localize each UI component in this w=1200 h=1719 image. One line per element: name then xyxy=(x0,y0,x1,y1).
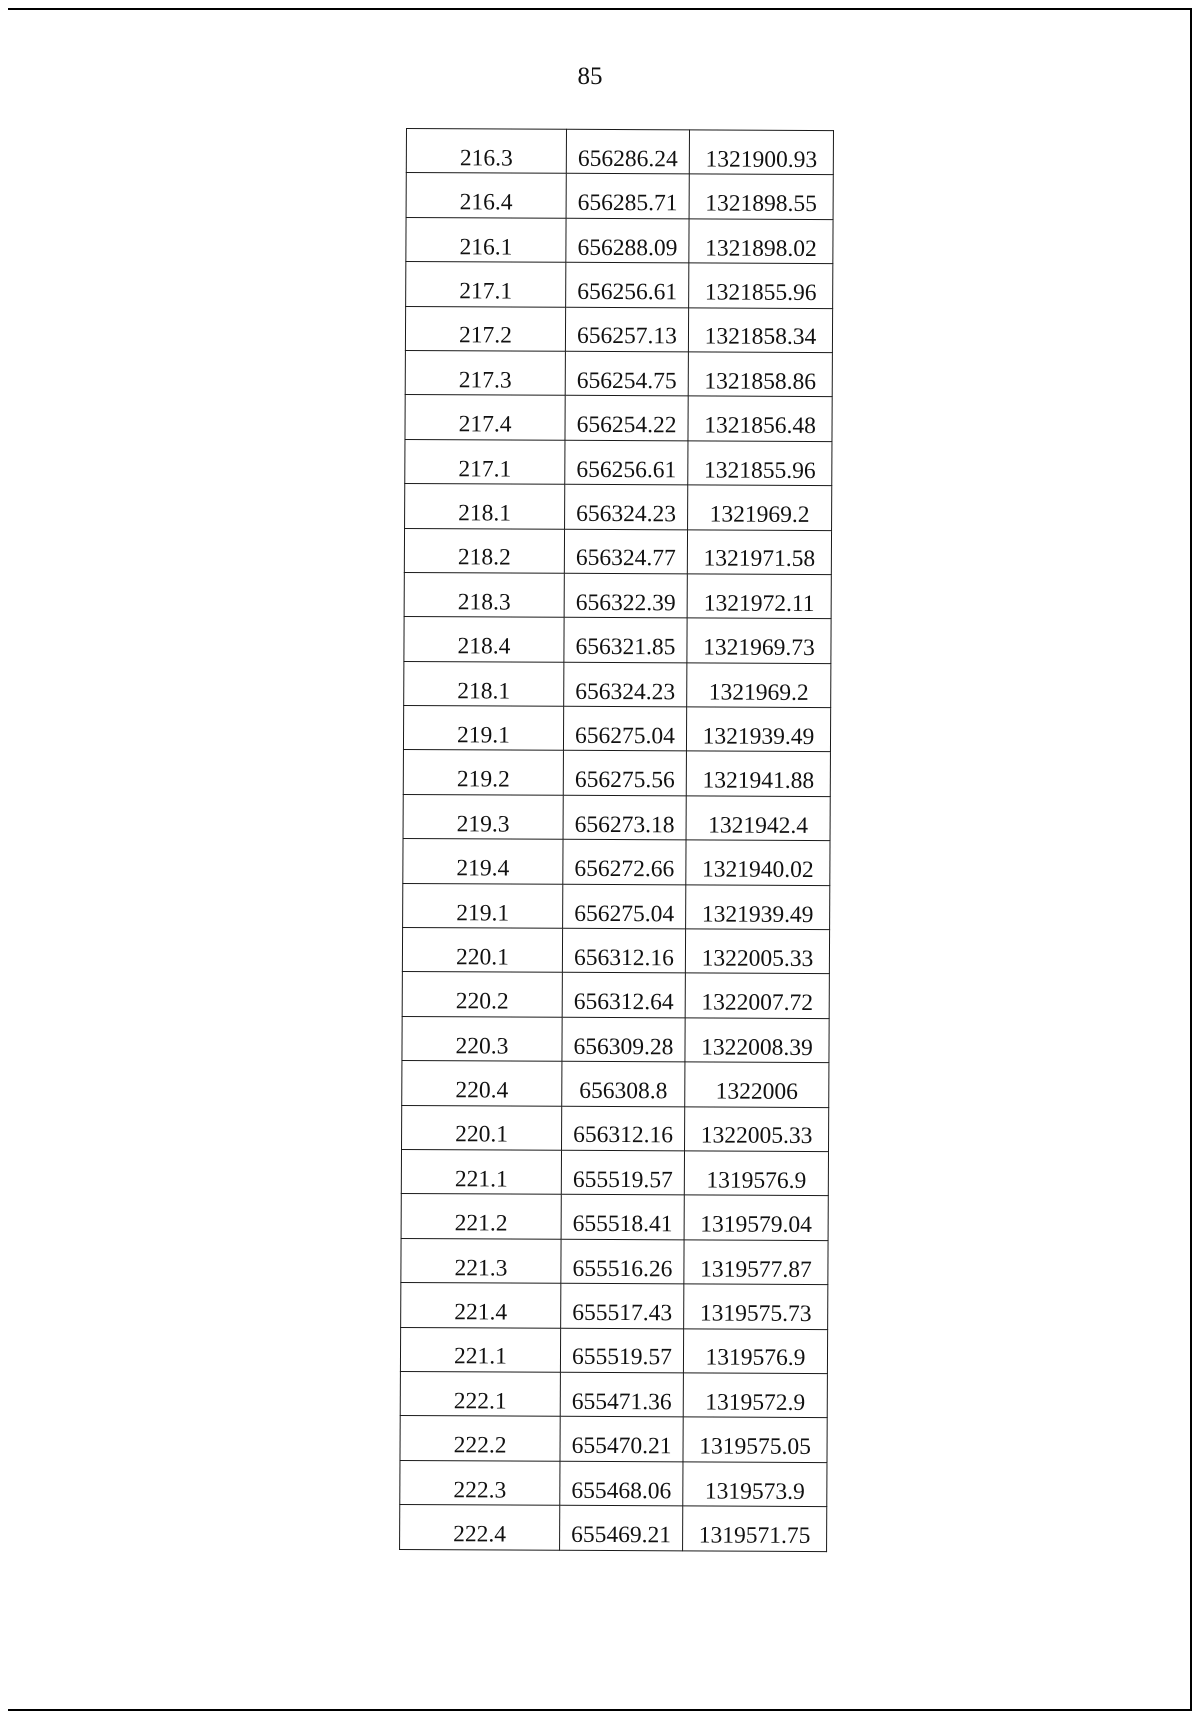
point-id-cell: 221.3 xyxy=(401,1238,561,1283)
x-coordinate-cell: 656312.16 xyxy=(562,928,685,973)
x-coordinate-cell: 656324.23 xyxy=(564,662,687,707)
x-coordinate-cell: 656257.13 xyxy=(565,307,688,352)
table-row xyxy=(401,1283,828,1329)
y-coordinate-cell: 1321856.48 xyxy=(688,396,832,441)
y-coordinate-cell: 1319575.05 xyxy=(683,1417,827,1462)
table-row xyxy=(404,661,831,707)
x-coordinate-cell: 655471.36 xyxy=(560,1372,683,1417)
y-coordinate-cell: 1321900.93 xyxy=(689,130,833,175)
point-id-cell: 217.2 xyxy=(405,306,565,351)
y-coordinate-cell: 1319576.9 xyxy=(683,1328,827,1373)
x-coordinate-cell: 655516.26 xyxy=(561,1239,684,1284)
table-row xyxy=(400,1505,827,1551)
point-id-cell: 222.4 xyxy=(400,1505,560,1550)
x-coordinate-cell: 655517.43 xyxy=(561,1283,684,1328)
y-coordinate-cell: 1319577.87 xyxy=(684,1240,828,1285)
y-coordinate-cell: 1321855.96 xyxy=(688,441,832,486)
x-coordinate-cell: 656312.64 xyxy=(562,973,685,1018)
table-row xyxy=(405,306,832,352)
table-row xyxy=(400,1416,827,1462)
table-row xyxy=(402,972,829,1018)
table-row xyxy=(403,839,830,885)
x-coordinate-cell: 656288.09 xyxy=(566,218,689,263)
x-coordinate-cell: 655519.57 xyxy=(561,1150,684,1195)
x-coordinate-cell: 656324.77 xyxy=(564,529,687,574)
x-coordinate-cell: 655519.57 xyxy=(560,1328,683,1373)
y-coordinate-cell: 1321940.02 xyxy=(686,840,830,885)
point-id-cell: 219.2 xyxy=(403,750,563,795)
table-row xyxy=(404,528,831,574)
x-coordinate-cell: 655469.21 xyxy=(560,1505,683,1550)
y-coordinate-cell: 1322008.39 xyxy=(685,1018,829,1063)
y-coordinate-cell: 1322005.33 xyxy=(685,1106,829,1151)
table-row xyxy=(404,617,831,663)
y-coordinate-cell: 1319573.9 xyxy=(683,1462,827,1507)
table-row xyxy=(406,217,833,263)
x-coordinate-cell: 656273.18 xyxy=(563,795,686,840)
x-coordinate-cell: 656309.28 xyxy=(562,1017,685,1062)
x-coordinate-cell: 655518.41 xyxy=(561,1195,684,1240)
point-id-cell: 221.2 xyxy=(401,1194,561,1239)
x-coordinate-cell: 656254.22 xyxy=(565,396,688,441)
table-row xyxy=(403,794,830,840)
y-coordinate-cell: 1321898.02 xyxy=(689,219,833,264)
y-coordinate-cell: 1321969.2 xyxy=(687,663,831,708)
x-coordinate-cell: 656256.61 xyxy=(565,440,688,485)
point-id-cell: 217.1 xyxy=(406,262,566,307)
table-row xyxy=(405,484,832,530)
point-id-cell: 218.1 xyxy=(404,661,564,706)
x-coordinate-cell: 656275.04 xyxy=(563,706,686,751)
y-coordinate-cell: 1322007.72 xyxy=(685,973,829,1018)
table-row xyxy=(401,1149,828,1195)
point-id-cell: 219.3 xyxy=(403,794,563,839)
y-coordinate-cell: 1321969.73 xyxy=(687,618,831,663)
y-coordinate-cell: 1319579.04 xyxy=(684,1195,828,1240)
y-coordinate-cell: 1321898.55 xyxy=(689,174,833,219)
x-coordinate-cell: 656256.61 xyxy=(566,262,689,307)
point-id-cell: 217.1 xyxy=(405,439,565,484)
point-id-cell: 221.1 xyxy=(401,1149,561,1194)
point-id-cell: 222.2 xyxy=(400,1416,560,1461)
table-row xyxy=(405,439,832,485)
table-row xyxy=(400,1327,827,1373)
point-id-cell: 220.4 xyxy=(402,1061,562,1106)
y-coordinate-cell: 1319571.75 xyxy=(683,1506,827,1551)
point-id-cell: 220.1 xyxy=(402,928,562,973)
y-coordinate-cell: 1319572.9 xyxy=(683,1373,827,1418)
point-id-cell: 219.4 xyxy=(403,839,563,884)
table-row xyxy=(406,173,833,219)
y-coordinate-cell: 1321942.4 xyxy=(686,796,830,841)
y-coordinate-cell: 1322005.33 xyxy=(685,929,829,974)
y-coordinate-cell: 1319575.73 xyxy=(684,1284,828,1329)
coordinates-table-body xyxy=(400,129,834,1552)
point-id-cell: 222.3 xyxy=(400,1460,560,1505)
point-id-cell: 218.1 xyxy=(405,484,565,529)
x-coordinate-cell: 656308.8 xyxy=(562,1061,685,1106)
x-coordinate-cell: 656312.16 xyxy=(562,1106,685,1151)
x-coordinate-cell: 655470.21 xyxy=(560,1417,683,1462)
point-id-cell: 219.1 xyxy=(403,706,563,751)
y-coordinate-cell: 1321972.11 xyxy=(687,574,831,619)
x-coordinate-cell: 655468.06 xyxy=(560,1461,683,1506)
coordinates-table xyxy=(399,128,834,1552)
point-id-cell: 218.4 xyxy=(404,617,564,662)
point-id-cell: 221.1 xyxy=(400,1327,560,1372)
table-row xyxy=(405,350,832,396)
point-id-cell: 219.1 xyxy=(403,883,563,928)
point-id-cell: 216.1 xyxy=(406,217,566,262)
y-coordinate-cell: 1321939.49 xyxy=(686,885,830,930)
point-id-cell: 216.4 xyxy=(406,173,566,218)
y-coordinate-cell: 1321855.96 xyxy=(689,263,833,308)
x-coordinate-cell: 656286.24 xyxy=(566,129,689,174)
point-id-cell: 217.3 xyxy=(405,350,565,395)
x-coordinate-cell: 656285.71 xyxy=(566,174,689,219)
y-coordinate-cell: 1321969.2 xyxy=(688,485,832,530)
table-row xyxy=(401,1194,828,1240)
x-coordinate-cell: 656322.39 xyxy=(564,573,687,618)
y-coordinate-cell: 1319576.9 xyxy=(684,1151,828,1196)
table-row xyxy=(400,1371,827,1417)
x-coordinate-cell: 656321.85 xyxy=(564,618,687,663)
y-coordinate-cell: 1321941.88 xyxy=(686,751,830,796)
y-coordinate-cell: 1322006 xyxy=(685,1062,829,1107)
table-row xyxy=(405,395,832,441)
point-id-cell: 221.4 xyxy=(401,1283,561,1328)
table-row xyxy=(403,883,830,929)
point-id-cell: 220.2 xyxy=(402,972,562,1017)
point-id-cell: 217.4 xyxy=(405,395,565,440)
table-row xyxy=(400,1460,827,1506)
y-coordinate-cell: 1321971.58 xyxy=(687,529,831,574)
y-coordinate-cell: 1321858.34 xyxy=(688,307,832,352)
table-row xyxy=(402,1016,829,1062)
table-row xyxy=(406,129,833,175)
table-row xyxy=(406,262,833,308)
point-id-cell: 222.1 xyxy=(400,1371,560,1416)
point-id-cell: 220.1 xyxy=(402,1105,562,1150)
page-number: 85 xyxy=(577,63,603,90)
y-coordinate-cell: 1321939.49 xyxy=(686,707,830,752)
table-row xyxy=(403,706,830,752)
point-id-cell: 218.3 xyxy=(404,572,564,617)
x-coordinate-cell: 656275.56 xyxy=(563,751,686,796)
table-row xyxy=(402,928,829,974)
x-coordinate-cell: 656272.66 xyxy=(563,840,686,885)
table-row xyxy=(403,750,830,796)
point-id-cell: 216.3 xyxy=(406,129,566,174)
x-coordinate-cell: 656275.04 xyxy=(563,884,686,929)
table-row xyxy=(401,1238,828,1284)
x-coordinate-cell: 656254.75 xyxy=(565,351,688,396)
table-row xyxy=(402,1105,829,1151)
x-coordinate-cell: 656324.23 xyxy=(565,484,688,529)
table-row xyxy=(402,1061,829,1107)
point-id-cell: 218.2 xyxy=(404,528,564,573)
y-coordinate-cell: 1321858.86 xyxy=(688,352,832,397)
point-id-cell: 220.3 xyxy=(402,1016,562,1061)
table-row xyxy=(404,572,831,618)
